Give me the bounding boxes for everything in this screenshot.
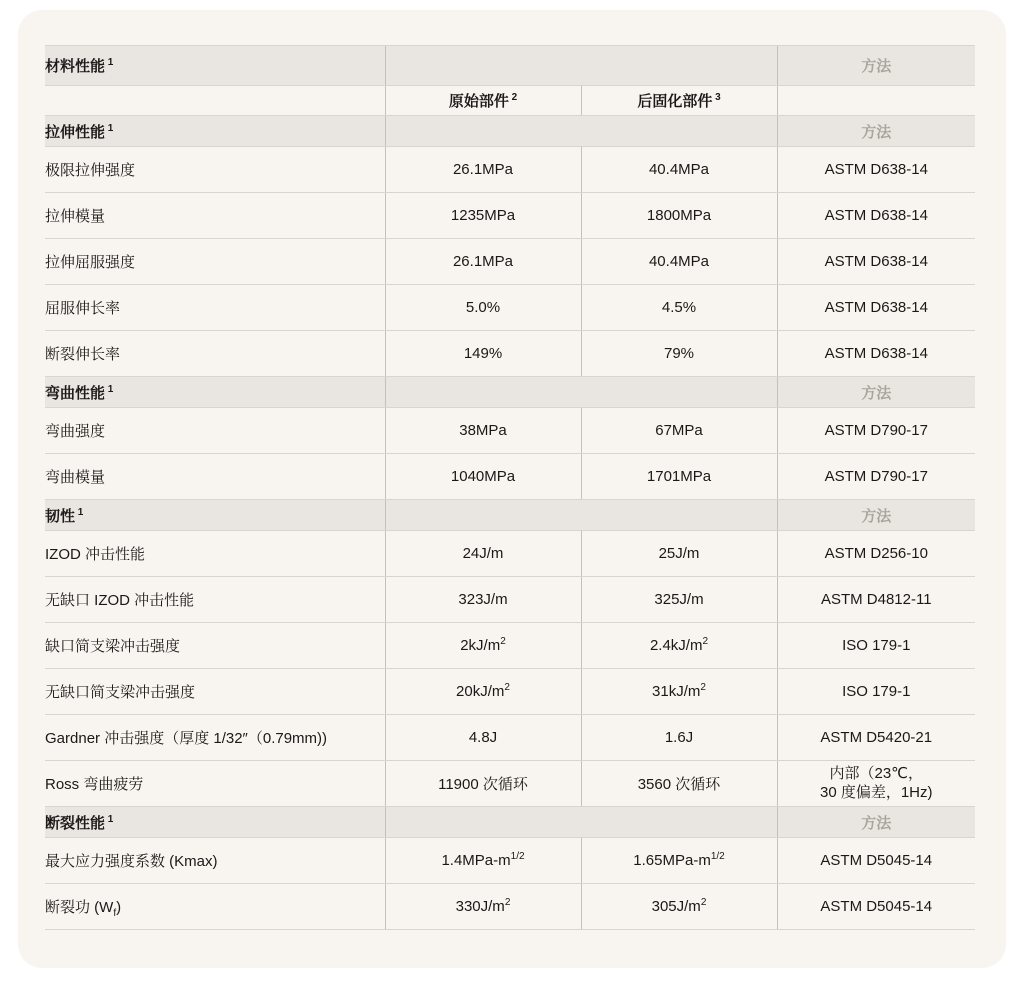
column-header-post-cured-part bbox=[581, 86, 777, 116]
subheader-spacer-right bbox=[777, 86, 975, 116]
method-value: ASTM D5045-14 bbox=[777, 838, 975, 884]
text-segment: 31kJ/m bbox=[652, 683, 701, 700]
superscript: 2 bbox=[508, 92, 518, 103]
post-cured-part-value: 40.4MPa bbox=[581, 147, 777, 193]
property-label: 拉伸模量 bbox=[45, 193, 385, 239]
superscript: 2 bbox=[700, 682, 706, 693]
section-method-header: 方法 bbox=[777, 807, 975, 838]
text-segment: 断裂性能 bbox=[45, 814, 106, 832]
data-row bbox=[45, 531, 975, 577]
original-part-value: 38MPa bbox=[385, 408, 581, 454]
property-label: 断裂伸长率 bbox=[45, 331, 385, 377]
text-segment: 1.65MPa-m bbox=[633, 852, 711, 869]
original-part-value bbox=[385, 669, 581, 715]
subheader-spacer-left bbox=[45, 86, 385, 116]
original-part-value: 149% bbox=[385, 331, 581, 377]
text-segment: 2.4kJ/m bbox=[649, 637, 703, 654]
subheader-row bbox=[45, 86, 975, 116]
post-cured-part-value bbox=[581, 623, 777, 669]
superscript: 2 bbox=[504, 682, 510, 693]
data-row bbox=[45, 838, 975, 884]
original-part-value: 1235MPa bbox=[385, 193, 581, 239]
original-part-value bbox=[385, 623, 581, 669]
text-segment: 2kJ/m bbox=[460, 637, 501, 654]
method-value: ASTM D638-14 bbox=[777, 147, 975, 193]
superscript: 2 bbox=[702, 636, 709, 647]
text-segment: 原始部件 bbox=[448, 93, 509, 110]
original-part-value: 1040MPa bbox=[385, 454, 581, 500]
superscript: 1 bbox=[75, 506, 84, 518]
method-value: ISO 179-1 bbox=[777, 623, 975, 669]
method-value: ASTM D638-14 bbox=[777, 239, 975, 285]
text-segment: 内部（23℃， bbox=[829, 764, 924, 782]
property-label: 极限拉伸强度 bbox=[45, 147, 385, 193]
method-value: ASTM D638-14 bbox=[777, 285, 975, 331]
post-cured-part-value: 25J/m bbox=[581, 531, 777, 577]
original-part-value: 24J/m bbox=[385, 531, 581, 577]
text-segment: 材料性能 bbox=[45, 58, 106, 75]
column-header-original-part bbox=[385, 86, 581, 116]
method-value: ISO 179-1 bbox=[777, 669, 975, 715]
material-properties-table-body bbox=[45, 46, 975, 930]
post-cured-part-value: 325J/m bbox=[581, 577, 777, 623]
original-part-value: 26.1MPa bbox=[385, 239, 581, 285]
section-title bbox=[45, 116, 385, 147]
original-part-value: 11900 次循环 bbox=[385, 761, 581, 807]
post-cured-part-value: 79% bbox=[581, 331, 777, 377]
text-segment: 305J/m bbox=[651, 898, 701, 915]
superscript: 1 bbox=[105, 57, 114, 68]
original-part-value: 323J/m bbox=[385, 577, 581, 623]
post-cured-part-value: 3560 次循环 bbox=[581, 761, 777, 807]
data-row bbox=[45, 669, 975, 715]
post-cured-part-value: 1800MPa bbox=[581, 193, 777, 239]
post-cured-part-value: 40.4MPa bbox=[581, 239, 777, 285]
post-cured-part-value bbox=[581, 884, 777, 930]
text-segment: 韧性 bbox=[45, 507, 76, 525]
post-cured-part-value: 67MPa bbox=[581, 408, 777, 454]
superscript: 2 bbox=[700, 897, 707, 908]
text-segment: 30 度偏差，1Hz) bbox=[819, 783, 933, 801]
section-method-header: 方法 bbox=[777, 116, 975, 147]
method-value: ASTM D4812-11 bbox=[777, 577, 975, 623]
data-row bbox=[45, 715, 975, 761]
property-label: 无缺口简支梁冲击强度 bbox=[45, 669, 385, 715]
property-label: 屈服伸长率 bbox=[45, 285, 385, 331]
subscript: f bbox=[113, 908, 117, 919]
data-row bbox=[45, 884, 975, 930]
data-row bbox=[45, 285, 975, 331]
section-spacer bbox=[385, 46, 777, 86]
section-method-header: 方法 bbox=[777, 500, 975, 531]
text-segment: ) bbox=[116, 899, 122, 916]
section-method-header: 方法 bbox=[777, 377, 975, 408]
method-value: ASTM D256-10 bbox=[777, 531, 975, 577]
superscript: 2 bbox=[500, 636, 506, 647]
property-label: Gardner 冲击强度（厚度 1/32″（0.79mm)) bbox=[45, 715, 385, 761]
section-title bbox=[45, 500, 385, 531]
data-row bbox=[45, 577, 975, 623]
section-spacer bbox=[385, 116, 777, 147]
original-part-value: 4.8J bbox=[385, 715, 581, 761]
section-title bbox=[45, 807, 385, 838]
section-row bbox=[45, 377, 975, 408]
superscript: 1 bbox=[105, 813, 114, 825]
property-label: 拉伸屈服强度 bbox=[45, 239, 385, 285]
data-row bbox=[45, 193, 975, 239]
property-label: 无缺口 IZOD 冲击性能 bbox=[45, 577, 385, 623]
section-title bbox=[45, 46, 385, 86]
original-part-value bbox=[385, 884, 581, 930]
superscript: 3 bbox=[712, 92, 721, 103]
original-part-value: 5.0% bbox=[385, 285, 581, 331]
post-cured-part-value: 1701MPa bbox=[581, 454, 777, 500]
section-row bbox=[45, 807, 975, 838]
datasheet-card bbox=[18, 10, 1006, 968]
original-part-value: 26.1MPa bbox=[385, 147, 581, 193]
section-spacer bbox=[385, 500, 777, 531]
property-label: 弯曲模量 bbox=[45, 454, 385, 500]
method-value: ASTM D5045-14 bbox=[777, 884, 975, 930]
text-segment: 拉伸性能 bbox=[45, 123, 106, 141]
property-label bbox=[45, 884, 385, 930]
text-segment: 弯曲性能 bbox=[45, 384, 106, 402]
method-value: ASTM D790-17 bbox=[777, 408, 975, 454]
post-cured-part-value: 1.6J bbox=[581, 715, 777, 761]
section-method-header: 方法 bbox=[777, 46, 975, 86]
section-spacer bbox=[385, 807, 777, 838]
superscript: 1 bbox=[105, 383, 114, 395]
section-row bbox=[45, 500, 975, 531]
superscript: 1/2 bbox=[510, 851, 525, 862]
method-value bbox=[777, 761, 975, 807]
method-value: ASTM D5420-21 bbox=[777, 715, 975, 761]
section-row bbox=[45, 46, 975, 86]
text-segment: 330J/m bbox=[455, 898, 505, 915]
superscript: 1/2 bbox=[710, 851, 725, 862]
section-row bbox=[45, 116, 975, 147]
property-label: 最大应力强度系数 (Kmax) bbox=[45, 838, 385, 884]
post-cured-part-value bbox=[581, 669, 777, 715]
superscript: 1 bbox=[105, 122, 114, 134]
property-label: IZOD 冲击性能 bbox=[45, 531, 385, 577]
property-label: 弯曲强度 bbox=[45, 408, 385, 454]
data-row bbox=[45, 454, 975, 500]
data-row bbox=[45, 408, 975, 454]
post-cured-part-value bbox=[581, 838, 777, 884]
section-spacer bbox=[385, 377, 777, 408]
method-value: ASTM D638-14 bbox=[777, 193, 975, 239]
property-label: Ross 弯曲疲劳 bbox=[45, 761, 385, 807]
data-row bbox=[45, 331, 975, 377]
data-row bbox=[45, 761, 975, 807]
property-label: 缺口简支梁冲击强度 bbox=[45, 623, 385, 669]
post-cured-part-value: 4.5% bbox=[581, 285, 777, 331]
data-row bbox=[45, 623, 975, 669]
text-segment: 断裂功 (W bbox=[45, 899, 114, 916]
method-value: ASTM D790-17 bbox=[777, 454, 975, 500]
section-title bbox=[45, 377, 385, 408]
data-row bbox=[45, 147, 975, 193]
text-segment: 20kJ/m bbox=[456, 683, 505, 700]
material-properties-table bbox=[45, 45, 975, 930]
data-row bbox=[45, 239, 975, 285]
method-value: ASTM D638-14 bbox=[777, 331, 975, 377]
text-segment: 后固化部件 bbox=[637, 93, 713, 110]
original-part-value bbox=[385, 838, 581, 884]
superscript: 2 bbox=[504, 897, 511, 908]
text-segment: 1.4MPa-m bbox=[441, 852, 511, 869]
